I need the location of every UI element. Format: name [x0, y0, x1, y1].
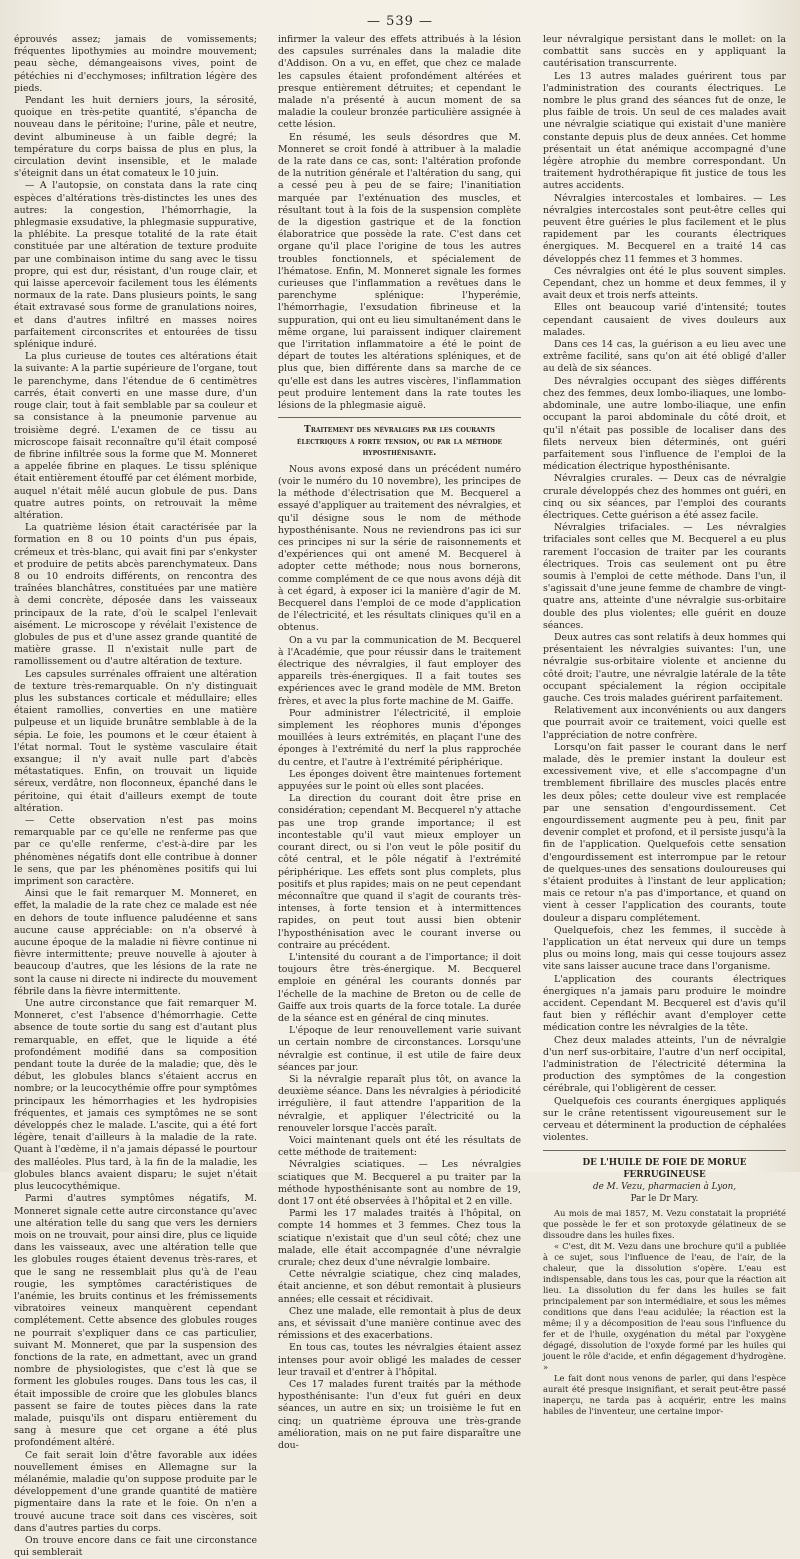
- paragraph: leur névralgique persistant dans le mollet: on la combattit sans succès en y appliquant la cautérisation transcurrente.: [543, 34, 786, 70]
- paragraph: Dans ces 14 cas, la guérison a eu lieu avec une extrême facilité, sans qu'on ait été obligé d'aller au delà de six séances.: [543, 339, 786, 375]
- text-column-left: [14, 34, 257, 1559]
- paragraph: Ces névralgies ont été le plus souvent simples. Cependant, chez un homme et deux femmes, il y avait deux et trois nerfs atteints.: [543, 265, 786, 302]
- paragraph: Névralgies intercostales et lombaires. — Les névralgies intercostales sont peut-être celles qui peuvent être guéries le plus facilement et le plus rapidement par les courants électriques énergiques. M. Becquerel en a traité 14 cas développés chez 11 femmes et 3 hommes.: [543, 192, 786, 265]
- paragraph: Cette névralgie sciatique, chez cinq malades, était ancienne, et son début remontait à plusieurs années; elle cessait et récidivait.: [278, 1269, 521, 1305]
- paragraph: En tous cas, toutes les névralgies étaient assez intenses pour avoir obligé les malades de cesser leur travail et d'entrer à l'hôpital.: [278, 1342, 521, 1378]
- article-author: Par le Dr Mary.: [630, 1193, 699, 1204]
- page-number: — 539 —: [366, 14, 434, 29]
- paragraph: Lorsqu'on fait passer le courant dans le nerf malade, dès le premier instant la douleur est excessivement vive, et elle s'accompagne d'un tremblement fibrillaire des muscles placés entre les deux pôles; cette douleur vive est remplacée par une sensation d'engourdissement. Cet engourdissement augmente peu à peu, finit par devenir complet et profond, et il persiste jusqu'à la fin de l'application. Quelquefois cette sensation d'engourdissement est interrompue par le retour de quelques-unes des sensations douloureuses qui s'étaient produites à l'instant de leur application; mais ce retour n'a pas d'importance, et quand on vient à cesser l'application des courants, toute douleur a disparu complétement.: [543, 741, 786, 924]
- paragraph: Deux autres cas sont relatifs à deux hommes qui présentaient les névralgies suivantes: l'un, une névralgie sus-orbitaire violente et ancienne du côté droit; l'autre, une névralgie latérale de la tête occupant spécialement la région occipitale gauche. Ces trois malades guérirent parfaitement.: [543, 631, 786, 704]
- paragraph: Chez deux malades atteints, l'un de névralgie d'un nerf sus-orbitaire, l'autre d'un nerf occipital, l'administration de l'électricité détermina la production des symptômes de la congestion cérébrale, qui l'obligèrent de cesser.: [543, 1034, 786, 1095]
- paragraph: Ce fait serait loin d'être favorable aux idées nouvellement émises en Allemagne sur la mélanémie, maladie qu'on suppose produite par le développement d'une grande quantité de matière pigmentaire dans la rate et le foie. On n'en a trouvé aucune trace soit dans ces viscères, soit dans d'autres parties du corps.: [14, 1449, 257, 1534]
- paragraph: Quelquefois, chez les femmes, il succède à l'application un état nerveux qui dure un temps plus ou moins long, mais qui cesse toujours assez vite sans laisser aucune trace dans l'organisme.: [543, 924, 786, 973]
- paragraph: Une autre circonstance que fait remarquer M. Monneret, c'est l'absence d'hémorrhagie. Cette absence de toute sortie du sang est d'autant plus remarquable, en effet, que le liquide a été profondément modifié dans sa composition pendant toute la durée de la maladie; que, dès le début, les globules blancs s'étaient accrus en nombre; or la leucocythémie offre pour symptômes principaux les hémorrhagies et les hydropisies fréquentes, et jamais ces symptômes ne se sont développés chez le malade. L'ascite, qui a été fort légère, tenait d'ailleurs à la maladie de la rate. Quant à l'œdème, il n'a jamais dépassé le pourtour des malléoles. Plus tard, à la fin de la maladie, les globules blancs avaient disparu; le sujet n'était plus leucocythémique.: [14, 998, 257, 1193]
- paragraph: — A l'autopsie, on constata dans la rate cinq espèces d'altérations très-distinctes les unes des autres: la congestion, l'hémorrhagie, la phlegmasie exsudative, la phlegmasie suppurative, la phlébite. La presque totalité de la rate était constituée par une altération de texture produite par une combinaison intime du sang avec le tissu propre, qui est dur, résistant, d'un rouge clair, et qui laisse apercevoir facilement tous les éléments normaux de la rate. Dans plusieurs points, le sang était extravasé sous forme de granulations noires, et dans d'autres infiltré en masses noires parfaitement circonscrites et entourées de tissu splénique induré.: [14, 180, 257, 351]
- paragraph: Le fait dont nous venons de parler, qui dans l'espèce aurait été presque insignifiant, et serait peut-être passé inaperçu, ne tarda pas à acquérir, entre les mains habiles de l'inventeur, une certaine impor-: [543, 1373, 786, 1417]
- paragraph: — Cette observation n'est pas moins remarquable par ce qu'elle ne renferme pas que par ce qu'elle renferme, c'est-à-dire par les phénomènes négatifs dont elle contribue à donner le sens, que par les phénomènes positifs qui lui impriment son caractère.: [14, 815, 257, 888]
- paragraph: Des névralgies occupant des sièges différents chez des femmes, deux lombo-iliaques, une lombo-abdominale, une autre lombo-iliaque, une enfin occupant la paroi abdominale du côté droit, et qu'il n'était pas possible de localiser dans des filets nerveux bien déterminés, ont guéri parfaitement sous l'influence de l'emploi de la médication électrique hyposthénisante.: [543, 375, 786, 473]
- paragraph: Parmi les 17 malades traités à l'hôpital, on compte 14 hommes et 3 femmes. Chez tous la sciatique n'existait que d'un seul côté; chez une malade, elle était accompagnée d'une névralgie crurale; chez deux d'une névralgie lombaire.: [278, 1208, 521, 1268]
- paragraph: Ainsi que le fait remarquer M. Monneret, en effet, la maladie de la rate chez ce malade est née en dehors de toute influence paludéenne et sans aucune cause appréciable: on n'a observé à aucune époque de la maladie ni fièvre continue ni fièvre intermittente; preuve nouvelle à ajouter à beaucoup d'autres, que les lésions de la rate ne sont la cause ni directe ni indirecte du mouvement fébrile dans la fièvre intermittente.: [14, 888, 257, 997]
- paragraph: Les 13 autres malades guérirent tous par l'administration des courants électriques. Le nombre le plus grand des séances fut de onze, le plus faible de trois. Un seul de ces malades avait une névralgie sciatique qui existait d'une manière constante depuis plus de deux années. Cet homme présentait un état anémique accompagné d'une légère atrophie du membre correspondant. Un traitement hydrothérapique fit justice de tous les autres accidents.: [543, 70, 786, 192]
- article-heading: DE L'HUILE DE FOIE DE MORUE FERRUGINEUSE: [543, 1150, 786, 1181]
- paragraph: Nous avons exposé dans un précédent numéro (voir le numéro du 10 novembre), les principes de la méthode d'électrisation que M. Becquerel a essayé d'appliquer au traitement des névralgies, et qu'il désigne sous le nom de méthode hyposthénisante. Nous ne reviendrons pas ici sur ces principes ni sur la série de raisonnements et d'expériences qui ont amené M. Becquerel à adopter cette méthode; nous nous bornerons, comme complément de ce que nous avons déjà dit à cet égard, à exposer ici la manière d'agir de M. Becquerel dans l'emploi de ce mode d'application de l'électricité, et les résultats cliniques qu'il en a obtenus.: [278, 463, 521, 634]
- paragraph: éprouvés assez; jamais de vomissements; fréquentes lipothymies au moindre mouvement; peau sèche, démangeaisons vives, point de pétéchies ni d'ecchymoses; infiltration légère des pieds.: [14, 34, 257, 94]
- paragraph: Névralgies trifaciales. — Les névralgies trifaciales sont celles que M. Becquerel a eu plus rarement l'occasion de traiter par les courants électriques. Trois cas seulement ont pu être soumis à l'emploi de cette méthode. Dans l'un, il s'agissait d'une jeune femme de chambre de vingt-quatre ans, atteinte d'une névralgie sus-orbitaire double des plus violentes; elle guérit en douze séances.: [543, 522, 786, 631]
- text-column-right: [543, 34, 786, 1417]
- article-subheading: de M. Vezu, pharmacien à Lyon,: [592, 1182, 737, 1193]
- paragraph: Les éponges doivent être maintenues fortement appuyées sur le point où elles sont placées.: [278, 768, 521, 793]
- paragraph: En résumé, les seuls désordres que M. Monneret se croit fondé à attribuer à la maladie de la rate dans ce cas, sont: l'altération profonde de la nutrition générale et l'altération du sang, qui a cessé peu à peu de se faire; l'inanitiation marquée par l'exténuation des muscles, et résultant tout à la fois de la suspension complète de la digestion gastrique et de la fonction élaboratrice que possède la rate. C'est dans cet organe qu'il place l'origine de tous les autres troubles fonctionnels, et spécialement de l'hématose. Enfin, M. Monneret signale les formes curieuses que l'inflammation a revêtues dans le parenchyme splénique: l'hyperémie, l'hémorrhagie, l'exsudation fibrineuse et la suppuration, qui ont eu lieu simultanément dans le même organe, lui paraissent indiquer clairement que l'irritation inflammatoire a été le point de départ de toutes les altérations spléniques, et de plus que, bien différente dans sa marche de ce qu'elle est dans les autres viscères, l'inflammation peut produire lentement dans la rate toutes les lésions de la phlegmasie aiguë.: [278, 131, 521, 412]
- paragraph: Si la névralgie reparaît plus tôt, on avance la deuxième séance. Dans les névralgies à périodicité irrégulière, il faut attendre l'apparition de la névralgie, et appliquer l'électricité ou la renouveler lorsque l'accès paraît.: [278, 1073, 521, 1134]
- paragraph: On a vu par la communication de M. Becquerel à l'Académie, que pour réussir dans le traitement électrique des névralgies, il faut employer des appareils très-énergiques. Il a fait toutes ses expériences avec le grand modèle de MM. Breton frères, et avec la plus forte machine de M. Gaiffe.: [278, 634, 521, 707]
- paragraph: Pour administrer l'électricité, il emploie simplement les réophores munis d'éponges mouillées à leurs extrémités, en plaçant l'une des éponges à l'extrémité du nerf la plus rapprochée du centre, et l'autre à l'extrémité périphérique.: [278, 707, 521, 768]
- paragraph: Voici maintenant quels ont été les résultats de cette méthode de traitement:: [278, 1134, 521, 1159]
- section-heading: Traitement des névralgies par les courants électriques à forte tension, ou par la méthode hyposthénisante.: [278, 417, 521, 459]
- paragraph: La direction du courant doit être prise en considération; cependant M. Becquerel n'y attache pas une trop grande importance; il est incontestable qu'il vaut mieux employer un courant direct, ou si l'on veut le pôle positif du côté central, et le pôle négatif à l'extrémité périphérique. Les effets sont plus complets, plus positifs et plus rapides; mais on ne peut cependant méconnaître que quand il s'agit de courants très-intenses, à forte tension et à intermittences rapides, on peut tout aussi bien obtenir l'hyposthénisation avec le courant inverse ou contraire au précédent.: [278, 793, 521, 951]
- paragraph: L'intensité du courant a de l'importance; il doit toujours être très-énergique. M. Becquerel emploie en général les courants donnés par l'échelle de la machine de Breton ou de celle de Gaiffe aux trois quarts de la force totale. La durée de la séance est en général de cinq minutes.: [278, 951, 521, 1024]
- paragraph: Chez une malade, elle remontait à plus de deux ans, et sévissait d'une manière continue avec des rémissions et des exacerbations.: [278, 1305, 521, 1342]
- paragraph: Névralgies sciatiques. — Les névralgies sciatiques que M. Becquerel a pu traiter par la méthode hyposthénisante sont au nombre de 19, dont 17 ont été observées à l'hôpital et 2 en ville.: [278, 1159, 521, 1207]
- paragraph: L'application des courants électriques énergiques n'a jamais paru produire le moindre accident. Cependant M. Becquerel est d'avis qu'il faut bien y réfléchir avant d'employer cette médication contre les névralgies de la tête.: [543, 973, 786, 1034]
- paragraph: Ces 17 malades furent traités par la méthode hyposthénisante: l'un d'eux fut guéri en deux séances, un autre en six; un troisième le fut en cinq; un quatrième éprouva une très-grande amélioration, mais on ne put faire disparaître une dou-: [278, 1379, 521, 1452]
- paragraph: « C'est, dit M. Vezu dans une brochure qu'il a publiée à ce sujet, sous l'influence de l'eau, de l'air, de la chaleur, que la dissolution s'opère. L'eau est indispensable, dans tous les cas, pour que la réaction ait lieu. La dissolution du fer dans les huiles se fait principalement par son intermédiaire, et sous les mêmes conditions que dans l'eau acidulée; la réaction est la même; il y a décomposition de l'eau sous l'influence du fer et de l'huile, oxygénation du métal par l'oxygène dégagé, dissolution de l'oxyde formé par les huiles qui jouent le rôle d'acide, et enfin dégagement d'hydrogène. »: [543, 1241, 786, 1373]
- paragraph: Relativement aux inconvénients ou aux dangers que pourrait avoir ce traitement, voici quelle est l'appréciation de notre confrère.: [543, 705, 786, 741]
- paragraph: La plus curieuse de toutes ces altérations était la suivante: A la partie supérieure de l'organe, tout le parenchyme, dans l'étendue de 6 centimètres carrés, était converti en une masse dure, d'un rouge clair, tout à fait semblable par sa couleur et sa consistance à la pneumonie parvenue au troisième degré. L'examen de ce tissu au microscope faisait reconnaître qu'il était composé de fibrine infiltrée sous la forme que M. Monneret a appelée fibrine en plaques. Le tissu splénique était entièrement étouffé par cet élément morbide, auquel n'était mêlé aucun globule de pus. Dans quatre autres points, on retrouvait la même altération.: [14, 351, 257, 521]
- paragraph: Pendant les huit derniers jours, la sérosité, quoique en très-petite quantité, s'épancha de nouveau dans le péritoine; l'urine, pâle et neutre, devint albumineuse à un faible degré; la température du corps baissa de plus en plus, la circulation devint insensible, et le malade s'éteignit dans un état comateux le 10 juin.: [14, 95, 257, 180]
- text-column-middle: [278, 34, 521, 1452]
- paragraph: On trouve encore dans ce fait une circonstance qui semblerait: [14, 1534, 257, 1559]
- paragraph: infirmer la valeur des effets attribués à la lésion des capsules surrénales dans la maladie dite d'Addison. On a vu, en effet, que chez ce malade les capsules étaient profondément altérées et presque entièrement détruites; et cependant le malade n'a présenté à aucun moment de sa maladie la couleur bronzée particulière assignée à cette lésion.: [278, 34, 521, 131]
- paragraph: Parmi d'autres symptômes négatifs, M. Monneret signale cette autre circonstance qu'avec une altération telle du sang que vers les derniers mois on ne trouvait, pour ainsi dire, plus ce liquide dans les vaisseaux, avec une altération telle que les globules rouges étaient devenus très-rares, et que le sang ne ressemblait plus qu'à de l'eau rougie, les symptômes caractéristiques de l'anémie, les bruits continus et les frémissements vibratoires veineux manquèrent cependant complétement. Cette absence des globules rouges ne pourrait s'expliquer dans ce cas particulier, suivant M. Monneret, que par la suspension des fonctions de la rate, en admettant, avec un grand nombre de physiologistes, que c'est là que se forment les globules rouges. Dans tous les cas, il était impossible de croire que les globules blancs passent se faire de toutes pièces dans la rate malade, puisqu'ils ont disparu entièrement du sang à mesure que cet organe a été plus profondément altéré.: [14, 1193, 257, 1449]
- paragraph: Névralgies crurales. — Deux cas de névralgie crurale développés chez des hommes ont guéri, en cinq ou six séances, par l'emploi des courants électriques. Cette guérison a été assez facile.: [543, 473, 786, 521]
- paragraph: Elles ont beaucoup varié d'intensité; toutes cependant causaient de vives douleurs aux malades.: [543, 302, 786, 338]
- paragraph: Les capsules surrénales offraient une altération de texture très-remarquable. On n'y distinguait plus les substances corticale et médullaire; elles étaient ramollies, converties en une matière pulpeuse et un liquide brunâtre semblable à de la sépia. Le foie, les poumons et le cœur étaient à l'état normal. Tout le système vasculaire était exsangue; il n'y avait nulle part d'abcès métastatiques. Enfin, on trouvait un liquide séreux, verdâtre, non floconneux, épanché dans le péritoine, qui était d'ailleurs exempt de toute altération.: [14, 668, 257, 814]
- paragraph: Au mois de mai 1857, M. Vezu constatait la propriété que possède le fer et son protoxyde gélatineux de se dissoudre dans les huiles fixes.: [543, 1208, 786, 1241]
- paragraph: La quatrième lésion était caractérisée par la formation en 8 ou 10 points d'un pus épais, crémeux et très-blanc, qui avait fini par s'enkyster et produire de petits abcès parenchymateux. Dans 8 ou 10 endroits différents, on rencontra des traînées blanchâtres, constituées par une matière à demi concrète, déposée dans les vaisseaux principaux de la rate, d'où le scalpel l'enlevait aisément. Le microscope y révélait l'existence de globules de pus et d'une assez grande quantité de matière grasse. Il n'existait nulle part de ramollissement ou d'autre altération de texture.: [14, 522, 257, 668]
- paragraph: L'époque de leur renouvellement varie suivant un certain nombre de circonstances. Lorsqu'une névralgie est continue, il est utile de faire deux séances par jour.: [278, 1025, 521, 1073]
- paragraph: Quelquefois ces courants énergiques appliqués sur le crâne retentissent vigoureusement sur le cerveau et déterminent la production de céphalées violentes.: [543, 1095, 786, 1144]
